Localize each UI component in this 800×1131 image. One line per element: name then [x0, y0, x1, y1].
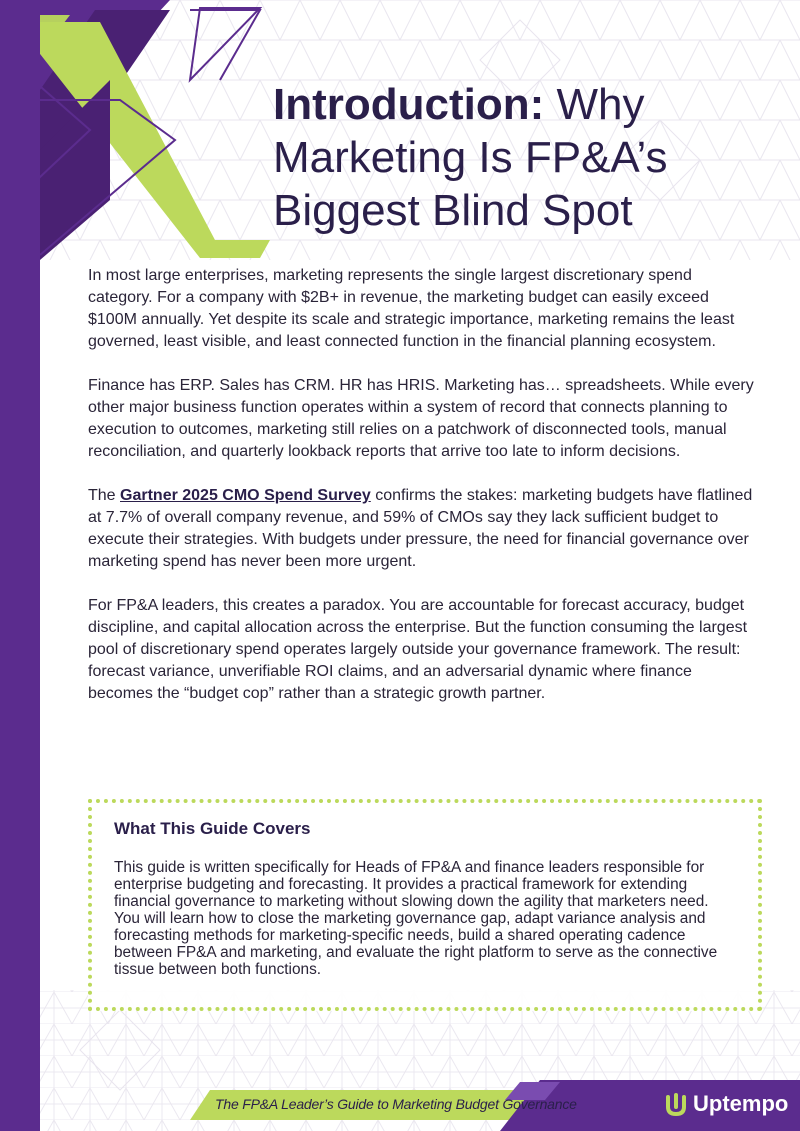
uptempo-logo — [665, 1091, 788, 1117]
page-title — [273, 78, 773, 237]
footer-guide-title: The FP&A Leader’s Guide to Marketing Budget Governance — [215, 1096, 577, 1112]
paragraph-1: In most large enterprises, marketing represents the single largest discretionary spend category. For a company with $2B+ in revenue, the marketing budget can easily exceed $100M annually. Yet despite its scale and strategic importance, marketing remains the least governed, least visible, and least connected function in the financial planning ecosystem. — [88, 267, 735, 350]
paragraph-3 — [88, 485, 758, 573]
paragraph-2: Finance has ERP. Sales has CRM. HR has HRIS. Marketing has… spreadsheets. While every other major business function operates within a system of record that connects planning to execution to outcomes, marketing still relies on a patchwork of disconnected tools, manual reconciliation, and quarterly lookback reports that arrive too late to inform decisions. — [88, 377, 754, 460]
left-accent-bar — [0, 0, 40, 1131]
guide-covers-callout — [88, 799, 762, 1011]
body-text — [88, 265, 758, 727]
uptempo-logo-icon — [665, 1091, 687, 1117]
callout-text: This guide is written specifically for Heads of FP&A and finance leaders responsible for enterprise budgeting and forecasting. It provides a practical framework for extending financial governance to marketing without slowing down the agility that marketers need. You will learn how to close the marketing governance gap, adapt variance analysis and forecasting methods for marketing-specific needs, build a shared operating cadence between FP&A and marketing, and evaluate the right platform to serve as the connective tissue between both functions. — [114, 859, 718, 978]
logo-text: Uptempo — [693, 1091, 789, 1116]
gartner-survey-link[interactable]: Gartner 2025 CMO Spend Survey — [120, 487, 371, 504]
title-rest-part: Why Marketing Is FP&A’s Biggest Blind Spot — [273, 80, 668, 235]
paragraph-3-before: The — [88, 487, 121, 504]
callout-heading: What This Guide Covers — [114, 819, 311, 838]
title-bold-part: Introduction: — [273, 80, 545, 129]
paragraph-3-after: confirms the stakes: marketing budgets have flatlined at 7.7% of overall company revenue, and 59% of CMOs say they lack sufficient budget to execute their strategies. With budgets under pressure, the need for financial governance over marketing spend has never been more urgent. — [88, 487, 753, 570]
paragraph-4: For FP&A leaders, this creates a paradox. You are accountable for forecast accuracy, budget discipline, and capital allocation across the enterprise. But the function consuming the largest pool of discretionary spend operates largely outside your governance framework. The result: forecast variance, unverifiable ROI claims, and an adversarial dynamic where finance becomes the “budget cop” rather than a strategic growth partner. — [88, 597, 748, 702]
